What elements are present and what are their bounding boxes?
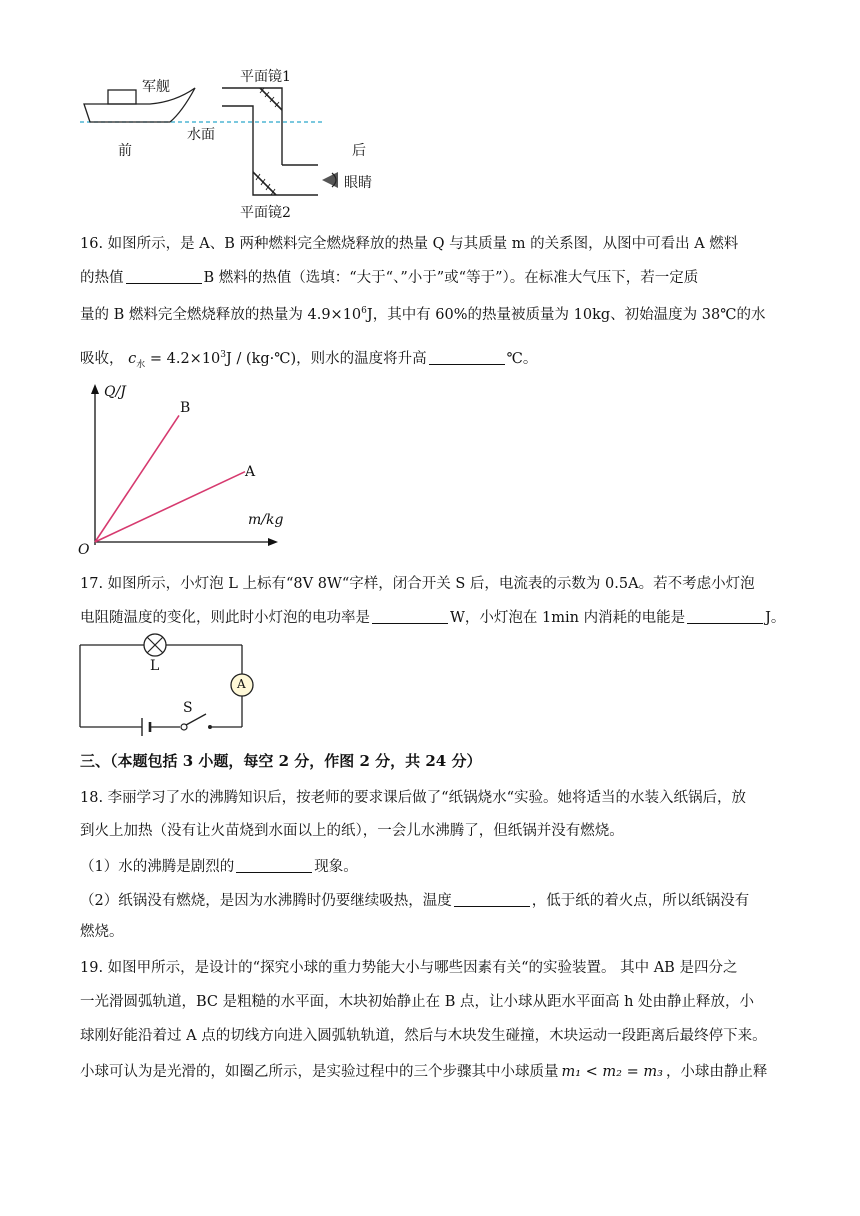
answer-blank-6[interactable] xyxy=(454,892,530,907)
lamp-icon xyxy=(144,634,166,656)
q19-line-3: 球刚好能沿着过 A 点的切线方向进入圆弧轨轨道，然后与木块发生碰撞，木块运动一段距离后最终停下来。 xyxy=(80,1028,767,1044)
q17-text: 电阻随温度的变化，则此时小灯泡的电功率是 xyxy=(80,610,370,626)
q16-text: J，其中有 60%的热量被质量为 10kg、初始温度为 38℃的水 xyxy=(366,307,766,323)
q18-sub-1 xyxy=(80,855,358,876)
circuit-figure xyxy=(70,630,270,740)
origin-label: O xyxy=(78,542,90,558)
q16-line-4 xyxy=(80,347,537,370)
q19-line-4 xyxy=(80,1060,767,1081)
q18-text: （1）水的沸腾是剧烈的 xyxy=(80,859,235,875)
q16-line-3 xyxy=(80,303,765,324)
x-axis-arrow xyxy=(268,538,278,546)
mirror-2-label: 平面镜2 xyxy=(240,205,291,221)
q18-sub-2 xyxy=(80,889,749,910)
q17-text: J。 xyxy=(765,610,786,626)
mirror-2 xyxy=(253,172,276,195)
q18-line-1: 18. 李丽学习了水的沸腾知识后，按老师的要求课后做了“纸锅烧水“实验。她将适当的水装入纸锅后，放 xyxy=(80,790,746,806)
battery-icon xyxy=(142,718,150,736)
ship-label: 军舰 xyxy=(142,79,170,95)
q16-line-2 xyxy=(80,266,698,287)
q17-line-1: 17. 如图所示，小灯泡 L 上标有“8V 8W“字样，闭合开关 S 后，电流表的示数为 0.5A。若不考虑小灯泡 xyxy=(80,576,755,592)
mirror-1-label: 平面镜1 xyxy=(240,69,291,85)
periscope-inner-top xyxy=(222,106,318,195)
periscope-figure xyxy=(70,60,410,225)
answer-blank-3[interactable] xyxy=(372,609,448,624)
water-label: 水面 xyxy=(187,127,215,143)
y-axis-arrow xyxy=(91,384,99,394)
q16-text: B 燃料的热值（选填：“大于“、”小于”或“等于”）。在标准大气压下，若一定质 xyxy=(203,270,699,286)
q19-line-1: 19. 如图甲所示，是设计的“探究小球的重力势能大小与哪些因素有关“的实验装置。 其中 AB 是四分之 xyxy=(80,960,738,976)
ship-cabin xyxy=(108,90,136,104)
section-3-heading: 三、（本题包括 3 小题，每空 2 分，作图 2 分，共 24 分） xyxy=(80,752,482,770)
series-label-A: A xyxy=(245,464,256,480)
qm-chart xyxy=(70,380,290,560)
q18-text: ，低于纸的着火点，所以纸锅没有 xyxy=(531,893,750,909)
q18-text: 现象。 xyxy=(314,859,358,875)
q19-text: ，小球由静止释 xyxy=(665,1064,768,1080)
x-axis-label: m/kg xyxy=(248,512,284,528)
q16-text: ℃。 xyxy=(506,351,538,367)
answer-blank-2[interactable] xyxy=(429,350,505,365)
q16-text: 吸收， xyxy=(80,351,124,367)
q16-line-1: 16. 如图所示，是 A、B 两种燃料完全燃烧释放的热量 Q 与其质量 m 的关系图，从图中可看出 A 燃料 xyxy=(80,236,739,252)
front-label: 前 xyxy=(118,143,132,159)
back-label: 后 xyxy=(352,143,366,159)
answer-blank-4[interactable] xyxy=(687,609,763,624)
q19-line-2: 一光滑圆弧轨道，BC 是粗糙的水平面，木块初始静止在 B 点，让小球从距水平面高 h 处由静止释放，小 xyxy=(80,994,755,1010)
eye-label: 眼睛 xyxy=(344,175,372,191)
heat-formula: $4.9\times 10^6$ xyxy=(307,306,367,323)
answer-blank-1[interactable] xyxy=(126,269,202,284)
q17-line-2 xyxy=(80,606,785,627)
ammeter-label: A xyxy=(237,677,246,691)
q16-text: 量的 B 燃料完全燃烧释放的热量为 xyxy=(80,307,303,323)
ship-hull xyxy=(84,88,195,122)
y-axis-label: Q/J xyxy=(104,384,126,400)
periscope-outer xyxy=(222,88,282,165)
specific-heat-formula: $c_水 = 4.2\times 10^3J$ / (kg·℃)，则水的温度将升高 xyxy=(128,350,427,370)
mass-relation: m₁ < m₂ = m₃ xyxy=(561,1064,663,1080)
q19-text: 小球可认为是光滑的，如圈乙所示，是实验过程中的三个步骤其中小球质量 xyxy=(80,1064,559,1080)
lamp-label: L xyxy=(150,658,160,674)
switch-label: S xyxy=(183,700,193,716)
q18-line-2: 到火上加热（没有让火苗烧到水面以上的纸），一会儿水沸腾了，但纸锅并没有燃烧。 xyxy=(80,823,624,839)
q17-text: W，小灯泡在 1min 内消耗的电能是 xyxy=(450,610,686,626)
series-label-B: B xyxy=(180,400,191,416)
switch-icon xyxy=(181,714,212,730)
q18-text: （2）纸锅没有燃烧，是因为水沸腾时仍要继续吸热，温度 xyxy=(80,893,452,909)
mirror-1 xyxy=(260,88,282,110)
eye-icon xyxy=(322,172,338,188)
q18-sub-2-cont: 燃烧。 xyxy=(80,924,124,940)
q16-text: 的热值 xyxy=(80,270,124,286)
answer-blank-5[interactable] xyxy=(236,858,312,873)
